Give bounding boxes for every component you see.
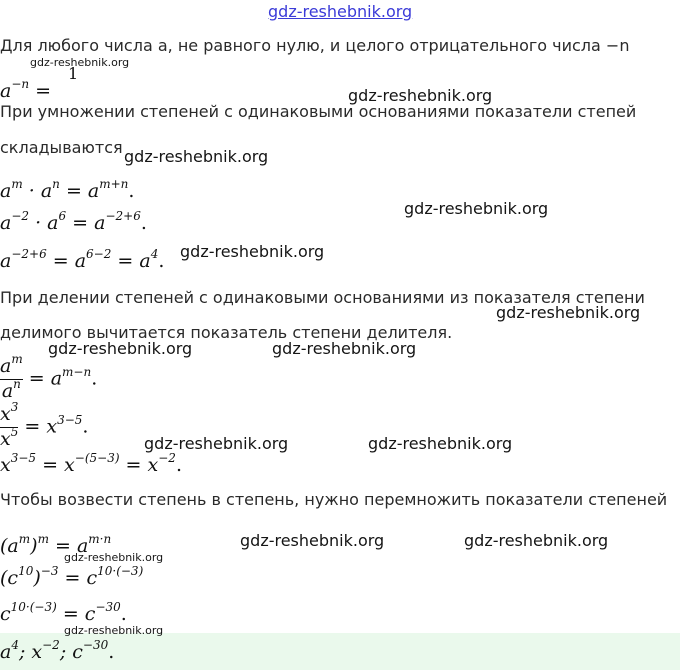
rule-division-line2: делимого вычитается показатель степени делителя. — [0, 323, 453, 342]
watermark: gdz-reshebnik.org — [124, 147, 269, 166]
formula-pow-result — [0, 600, 127, 625]
f-exp: m — [11, 352, 23, 366]
f-end: . — [82, 415, 89, 438]
f-part: = a — [59, 180, 100, 202]
fraction — [0, 352, 23, 403]
f-end: . — [158, 250, 165, 272]
formula-negative-exponent — [0, 77, 52, 102]
f-num: a — [0, 355, 12, 377]
f-part: = a — [22, 367, 63, 390]
watermark: gdz-reshebnik.org — [180, 242, 325, 261]
rule-power-of-power: Чтобы возвести степень в степень, нужно перемножить показатели степеней — [0, 490, 668, 509]
f-end: . — [128, 180, 135, 202]
f-num: x — [0, 403, 11, 425]
f-part: · a — [22, 180, 53, 202]
f-part: ) — [33, 567, 41, 589]
formula-pow-example — [0, 564, 144, 589]
watermark: gdz-reshebnik.org — [240, 531, 385, 550]
f-exp: m−n — [62, 364, 92, 379]
rule-multiplication-line1: При умножении степеней с одинаковыми основаниями показатели степей — [0, 102, 637, 121]
formula-equals: = — [35, 80, 52, 102]
f-exp: −2+6 — [105, 209, 141, 223]
f-exp: 3−5 — [57, 412, 83, 427]
f-exp: 3 — [10, 400, 19, 414]
formula-div-general — [0, 352, 98, 403]
f-part: = x — [18, 415, 58, 438]
f-part: = a — [48, 535, 89, 557]
watermark: gdz-reshebnik.org — [496, 303, 641, 322]
f-exp: m+n — [99, 177, 129, 191]
f-part: = a — [111, 250, 151, 272]
watermark: gdz-reshebnik.org — [64, 624, 164, 637]
formula-div-example — [0, 400, 89, 451]
f-end: . — [140, 212, 147, 234]
f-part: a — [0, 250, 12, 272]
watermark: gdz-reshebnik.org — [272, 339, 417, 358]
f-exp: −2 — [42, 638, 60, 652]
fraction — [0, 400, 19, 451]
f-exp: 4 — [150, 247, 159, 261]
f-part: = a — [46, 250, 87, 272]
f-part: = a — [66, 212, 106, 234]
f-exp: −2 — [158, 451, 176, 465]
watermark: gdz-reshebnik.org — [64, 551, 164, 564]
formula-numerator-one: 1 — [68, 64, 79, 83]
formula-mult-result — [0, 247, 165, 272]
f-exp: n — [13, 377, 21, 391]
f-exp: 6−2 — [86, 247, 112, 261]
f-part: · a — [29, 212, 59, 234]
watermark: gdz-reshebnik.org — [48, 339, 193, 358]
f-exp: 5 — [10, 425, 19, 439]
watermark: gdz-reshebnik.org — [348, 86, 493, 105]
f-part: ) — [30, 535, 38, 557]
site-header-link[interactable]: gdz-reshebnik.org — [268, 2, 413, 21]
watermark: gdz-reshebnik.org — [144, 434, 289, 453]
f-part: a — [0, 641, 12, 663]
f-part: a — [0, 180, 12, 202]
formula-base: a — [0, 80, 12, 102]
watermark: gdz-reshebnik.org — [368, 434, 513, 453]
f-exp: −(5−3) — [74, 451, 120, 465]
rule-negative-exponent: Для любого числа a, не равного нулю, и целого отрицательного числа −n — [0, 36, 630, 55]
answer-text — [0, 638, 115, 663]
f-exp: 6 — [58, 209, 67, 223]
f-den: x — [0, 428, 11, 450]
f-end: . — [108, 641, 115, 663]
f-den: a — [1, 380, 14, 402]
f-part: = c — [56, 603, 96, 625]
f-exp: 10 — [18, 564, 34, 578]
f-part: (c — [0, 567, 19, 589]
f-part: ; c — [59, 641, 83, 663]
f-exp: 10·(−3) — [97, 564, 144, 578]
f-part: x — [0, 454, 11, 476]
f-end: . — [91, 367, 98, 390]
f-exp: n — [52, 177, 60, 191]
formula-div-result — [0, 451, 182, 476]
watermark: gdz-reshebnik.org — [404, 199, 549, 218]
f-part: c — [0, 603, 11, 625]
f-end: . — [120, 603, 127, 625]
rule-division-line1: При делении степеней с одинаковыми основаниями из показателя степени — [0, 288, 645, 307]
f-exp: 10·(−3) — [10, 600, 57, 614]
f-end: . — [175, 454, 182, 476]
f-exp: m — [11, 177, 23, 191]
f-part: a — [0, 212, 12, 234]
f-part: = x — [36, 454, 75, 476]
f-exp: 4 — [11, 638, 19, 652]
f-exp: m·n — [88, 532, 112, 546]
f-exp: m — [37, 532, 49, 546]
f-part: (a — [0, 535, 19, 557]
f-exp: −2 — [11, 209, 30, 223]
rule-multiplication-line2: складываются — [0, 138, 123, 157]
f-part: ; x — [18, 641, 43, 663]
f-part: = c — [58, 567, 98, 589]
f-exp: 3−5 — [10, 451, 37, 465]
f-exp: −2+6 — [11, 247, 47, 261]
f-exp: −30 — [82, 638, 109, 652]
f-exp: −30 — [95, 600, 121, 614]
f-part: = x — [119, 454, 159, 476]
f-exp: −3 — [40, 564, 59, 578]
formula-exponent: −n — [11, 77, 30, 91]
watermark: gdz-reshebnik.org — [30, 56, 130, 69]
watermark: gdz-reshebnik.org — [464, 531, 609, 550]
formula-mult-example — [0, 209, 147, 234]
formula-mult-general — [0, 177, 135, 202]
f-exp: m — [18, 532, 31, 546]
